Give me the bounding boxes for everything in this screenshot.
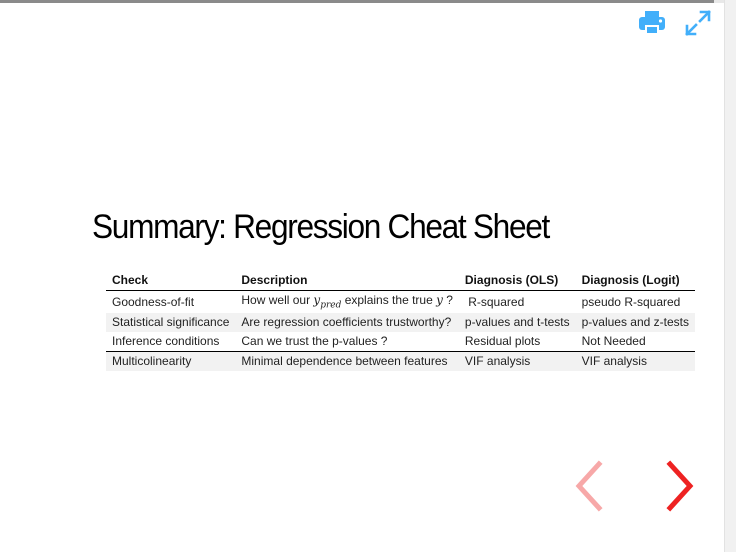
check-cell: Statistical significance [106,313,235,332]
logit-cell: Not Needed [581,334,646,349]
description-text: How well our [241,293,314,307]
slide-title: Summary: Regression Cheat Sheet [92,208,550,246]
check-cell: Inference conditions [112,334,220,349]
progress-bar [0,0,736,3]
print-icon [637,8,667,38]
logit-cell: p-values and z-tests [576,313,695,332]
progress-bar-fill [0,0,714,3]
logit-cell: VIF analysis [576,352,695,372]
fullscreen-icon [683,8,713,38]
table-row [106,291,695,314]
check-cell: Multicolinearity [106,352,235,372]
table-row [106,332,695,352]
ols-cell: VIF analysis [459,352,576,372]
chevron-right-icon [662,458,698,514]
table-header-row [106,270,695,291]
table-row [106,313,695,332]
column-header: Diagnosis (Logit) [576,270,695,291]
chevron-left-icon [571,458,607,514]
previous-slide-button[interactable] [571,458,607,514]
logit-cell: pseudo R-squared [581,294,681,309]
math-y: y [436,293,443,307]
description-text: explains the true [341,293,437,307]
print-button[interactable] [637,8,667,38]
ols-cell: R-squared [464,294,525,309]
next-slide-button[interactable] [662,458,698,514]
column-header: Description [235,270,459,291]
ols-cell: Residual plots [464,334,541,349]
description-text: ? [442,293,453,307]
description-cell: Minimal dependence between features [235,352,459,372]
table-row [106,352,695,372]
fullscreen-button[interactable] [683,8,713,38]
column-header: Diagnosis (OLS) [459,270,576,291]
ols-cell: p-values and t-tests [459,313,576,332]
math-symbol: y [313,293,321,307]
column-header: Check [106,270,235,291]
scrollbar[interactable] [724,0,736,552]
math-y-pred [313,293,342,311]
math-subscript: pred [320,300,342,311]
summary-table [106,270,695,371]
check-cell: Goodness-of-fit [112,294,195,309]
description-cell: Can we trust the p-values ? [241,334,388,349]
description-cell [235,291,459,314]
description-cell: Are regression coefficients trustworthy? [235,313,459,332]
